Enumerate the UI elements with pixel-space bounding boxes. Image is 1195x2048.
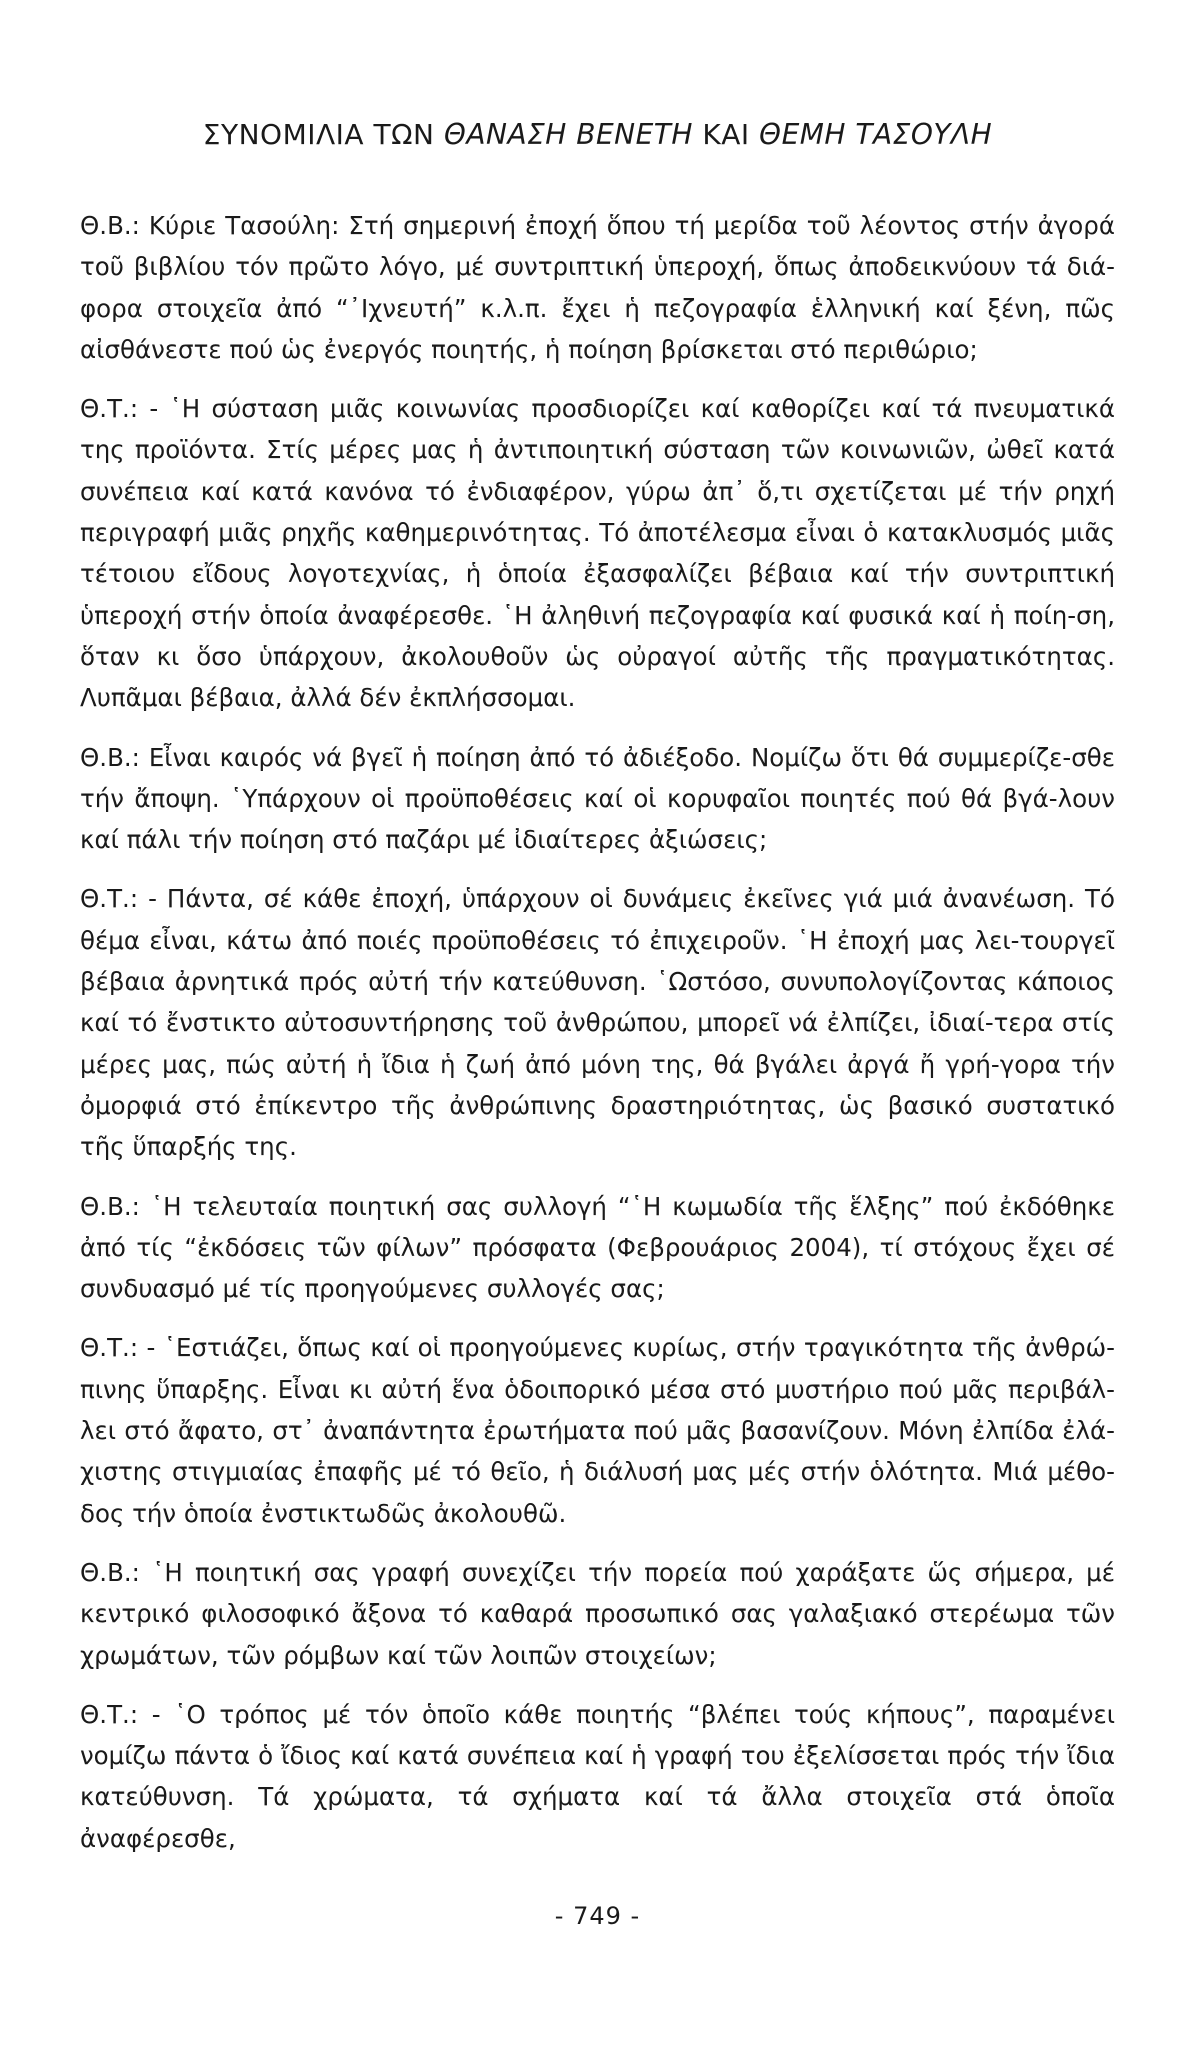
running-head-prefix: ΣΥΝΟΜΙΛΙΑ ΤΩΝ [202, 118, 444, 151]
paragraph-question-2: Θ.Β.: Εἶναι καιρός νά βγεῖ ἡ ποίηση ἀπό τό ἀδιέξοδο. Νομίζω ὅτι θά συμμερίζε-σθε τήν ἄποψη. ῾Υπάρχουν οἱ προϋποθέσεις καί οἱ κορυφαῖοι ποιητές πού θά βγά-λουν καί πάλι τήν ποίηση στό παζάρι μέ ἰδιαίτερες ἀξιώσεις; [80, 742, 1115, 855]
running-head-name-veneti: ΘΑΝΑΣΗ ΒΕΝΕΤΗ [443, 118, 693, 151]
page-number: - 749 - [554, 1902, 641, 1930]
running-head-name-tasouli: ΘΕΜΗ ΤΑΣΟΥΛΗ [759, 118, 993, 151]
interview-body [80, 205, 1115, 1877]
paragraph-answer-2: Θ.Τ.: - Πάντα, σέ κάθε ἐποχή, ὑπάρχουν οἱ δυνάμεις ἐκεῖνες γιά μιά ἀνανέωση. Τό θέμα εἶναι, κάτω ἀπό ποιές προϋποθέσεις τό ἐπιχειροῦν. ῾Η ἐποχή μας λει-τουργεῖ βέβαια ἀρνητικά πρός αὐτή τήν κατεύθυνση. ῾Ωστόσο, συνυπολογίζοντας κάποιος καί τό ἔνστικτο αὐτοσυντήρησης τοῦ ἀνθρώπου, μπορεῖ νά ἐλπίζει, ἰδιαί-τερα στίς μέρες μας, πώς αὐτή ἡ ἴδια ἡ ζωή ἀπό μόνη της, θά βγάλει ἀργά ἤ γρή-γορα τήν ὀμορφιά στό ἐπίκεντρο τῆς ἀνθρώπινης δραστηριότητας, ὡς βασικό συστατικό τῆς ὕπαρξής της. [80, 884, 1115, 1162]
paragraph-question-4: Θ.Β.: ῾Η ποιητική σας γραφή συνεχίζει τήν πορεία πού χαράξατε ὥς σήμερα, μέ κεντρικό φιλοσοφικό ἄξονα τό καθαρά προσωπικό σας γαλαξιακό στερέωμα τῶν χρωμάτων, τῶν ρόμβων καί τῶν λοιπῶν στοιχείων; [80, 1557, 1115, 1670]
paragraph-question-3: Θ.Β.: ῾Η τελευταία ποιητική σας συλλογή “῾Η κωμωδία τῆς ἕλξης” πού ἐκδόθηκε ἀπό τίς “ἐκδόσεις τῶν φίλων” πρόσφατα (Φεβρουάριος 2004), τί στόχους ἔχει σέ συνδυασμό μέ τίς προηγούμενες συλλογές σας; [80, 1191, 1115, 1304]
paragraph-answer-1: Θ.Τ.: - ῾Η σύσταση μιᾶς κοινωνίας προσδιορίζει καί καθορίζει καί τά πνευματικά της προϊόντα. Στίς μέρες μας ἡ ἀντιποιητική σύσταση τῶν κοινωνιῶν, ὠθεῖ κατά συνέπεια καί κατά κανόνα τό ἐνδιαφέρον, γύρω ἀπ᾿ ὅ,τι σχετίζεται μέ τήν ρηχή περιγραφή μιᾶς ρηχῆς καθημερινότητας. Τό ἀποτέλεσμα εἶναι ὁ κατακλυσμός μιᾶς τέτοιου εἴδους λογοτεχνίας, ἡ ὁποία ἐξασφαλίζει βέβαια καί τήν συντριπτική ὑπεροχή στήν ὁποία ἀναφέρεσθε. ῾Η ἀληθινή πεζογραφία καί φυσικά καί ἡ ποίη-ση, ὅταν κι ὅσο ὑπάρχουν, ἀκολουθοῦν ὡς οὐραγοί αὐτῆς τῆς πραγματικότητας. Λυπᾶμαι βέβαια, ἀλλά δέν ἐκπλήσσομαι. [80, 394, 1115, 713]
running-head [0, 118, 1195, 151]
running-head-conjunction: ΚΑΙ [692, 118, 760, 151]
paragraph-answer-3: Θ.Τ.: - ῾Εστιάζει, ὅπως καί οἱ προηγούμενες κυρίως, στήν τραγικότητα τῆς ἀνθρώ-πινης ὕπαρξης. Εἶναι κι αὐτή ἕνα ὁδοιπορικό μέσα στό μυστήριο πού μᾶς περιβάλ-λει στό ἄφατο, στ᾿ ἀναπάντητα ἐρωτήματα πού μᾶς βασανίζουν. Μόνη ἐλπίδα ἐλά-χιστης στιγμιαίας ἐπαφῆς μέ τό θεῖο, ἡ διάλυσή μας μές στήν ὁλότητα. Μιά μέθο-δος τήν ὁποία ἐνστικτωδῶς ἀκολουθῶ. [80, 1333, 1115, 1528]
paragraph-question-1: Θ.Β.: Κύριε Τασούλη: Στή σημερινή ἐποχή ὅπου τή μερίδα τοῦ λέοντος στήν ἀγορά τοῦ βιβλίου τόν πρῶτο λόγο, μέ συντριπτική ὑπεροχή, ὅπως ἀποδεικνύουν τά διά-φορα στοιχεῖα ἀπό “᾿Ιχνευτή” κ.λ.π. ἔχει ἡ πεζογραφία ἑλληνική καί ξένη, πῶς αἰσθάνεστε πού ὡς ἐνεργός ποιητής, ἡ ποίηση βρίσκεται στό περιθώριο; [80, 211, 1115, 364]
paragraph-answer-4: Θ.Τ.: - ῾Ο τρόπος μέ τόν ὁποῖο κάθε ποιητής “βλέπει τούς κήπους”, παραμένει νομίζω πάντα ὁ ἴδιος καί κατά συνέπεια καί ἡ γραφή του ἐξελίσσεται πρός τήν ἴδια κατεύθυνση. Τά χρώματα, τά σχήματα καί τά ἄλλα στοιχεῖα στά ὁποῖα ἀναφέρεσθε, [80, 1699, 1115, 1853]
